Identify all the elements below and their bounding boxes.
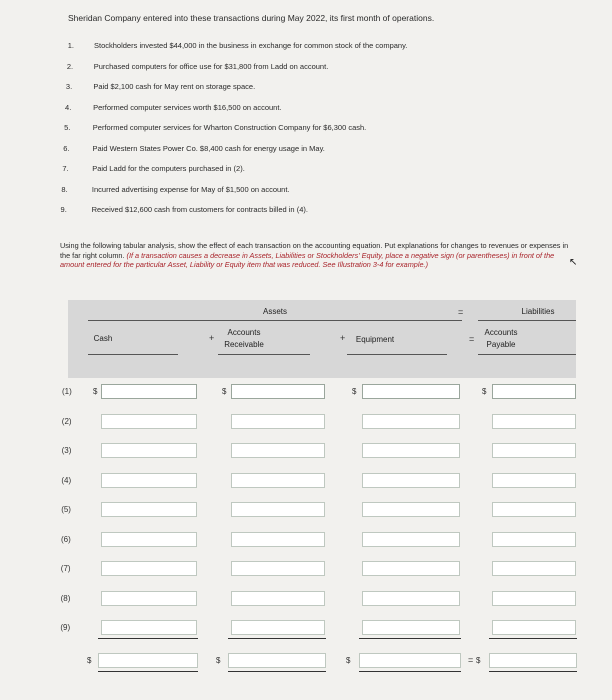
total-currency-sign: $ bbox=[87, 656, 92, 665]
instructions-text: Using the following tabular analysis, show the effect of each transaction on the accounting equation. Put explanations for changes to revenues or expenses in the far right column. bbox=[60, 241, 569, 260]
accounts-receivable-input[interactable] bbox=[231, 532, 325, 547]
accounts-receivable-total-input[interactable] bbox=[228, 653, 326, 668]
accounts-receivable-input[interactable] bbox=[231, 443, 325, 458]
table-header bbox=[68, 300, 576, 378]
transaction-text: Performed computer services for Wharton Construction Company for $6,300 cash. bbox=[92, 123, 367, 132]
subtotal-rule bbox=[359, 638, 461, 639]
row-label: (2) bbox=[61, 417, 72, 426]
equipment-column-header: Equipment bbox=[355, 335, 395, 344]
transaction-text: Purchased computers for office use for $31,800 from Ladd on account. bbox=[93, 62, 329, 71]
equipment-input[interactable] bbox=[362, 414, 460, 429]
currency-sign: $ bbox=[222, 387, 227, 396]
accounts-payable-input[interactable] bbox=[492, 414, 576, 429]
accounts-payable-input[interactable] bbox=[492, 384, 576, 399]
cash-input[interactable] bbox=[101, 384, 197, 399]
equipment-input[interactable] bbox=[362, 532, 460, 547]
assets-header: Assets bbox=[262, 307, 287, 316]
accounts-receivable-input[interactable] bbox=[231, 591, 325, 606]
ar-header-rule bbox=[218, 354, 310, 355]
equals-sign-header: = bbox=[458, 307, 464, 317]
transaction-number: 5. bbox=[64, 123, 71, 132]
cash-input[interactable] bbox=[101, 591, 197, 606]
accounts-payable-input[interactable] bbox=[492, 473, 576, 488]
equipment-input[interactable] bbox=[362, 384, 460, 399]
cash-input[interactable] bbox=[101, 561, 197, 576]
total-equals-sign: = bbox=[468, 655, 474, 665]
accounts-receivable-input[interactable] bbox=[231, 384, 325, 399]
row-label: (4) bbox=[61, 476, 72, 485]
accounts-receivable-input[interactable] bbox=[231, 414, 325, 429]
liabilities-header: Liabilities bbox=[521, 307, 555, 316]
transaction-text: Paid Ladd for the computers purchased in (2). bbox=[92, 164, 245, 173]
total-double-rule bbox=[359, 671, 461, 672]
ap-column-header-line2: Payable bbox=[486, 340, 516, 349]
accounts-payable-input[interactable] bbox=[492, 532, 576, 547]
cash-input[interactable] bbox=[101, 532, 197, 547]
subtotal-rule bbox=[489, 638, 577, 639]
transaction-number: 6. bbox=[63, 144, 70, 153]
transaction-number: 9. bbox=[60, 205, 67, 214]
equipment-total-input[interactable] bbox=[359, 653, 461, 668]
row-label: (5) bbox=[61, 505, 71, 514]
transaction-number: 4. bbox=[65, 103, 72, 112]
ap-header-rule bbox=[478, 354, 576, 355]
accounts-payable-input[interactable] bbox=[492, 620, 576, 635]
total-double-rule bbox=[98, 671, 198, 672]
instructions-emphasis: (If a transaction causes a decrease in Assets, Liabilities or Stockholders' Equity, place a negative sign (or parentheses) in front of the amount entered for the particular Asset, Liability or Equity item that was reduced. See Illustration 3-4 for example.) bbox=[60, 250, 555, 270]
currency-sign: $ bbox=[482, 387, 487, 396]
accounts-receivable-input[interactable] bbox=[231, 473, 325, 488]
ar-column-header-line2: Receivable bbox=[224, 340, 264, 349]
problem-intro: Sheridan Company entered into these transactions during May 2022, its first month of operations. bbox=[68, 13, 435, 23]
equipment-input[interactable] bbox=[362, 502, 460, 517]
accounts-receivable-input[interactable] bbox=[231, 502, 325, 517]
transaction-text: Performed computer services worth $16,500 on account. bbox=[93, 103, 282, 112]
accounts-payable-input[interactable] bbox=[492, 443, 576, 458]
equipment-input[interactable] bbox=[362, 473, 460, 488]
transaction-text: Incurred advertising expense for May of $1,500 on account. bbox=[91, 185, 290, 194]
accounts-payable-input[interactable] bbox=[492, 561, 576, 576]
row-label: (8) bbox=[60, 594, 71, 603]
currency-sign: $ bbox=[93, 387, 98, 396]
transaction-text: Paid $2,100 cash for May rent on storage space. bbox=[93, 82, 256, 91]
cash-input[interactable] bbox=[101, 620, 197, 635]
transaction-text: Stockholders invested $44,000 in the business in exchange for common stock of the company. bbox=[94, 41, 408, 50]
transaction-number: 1. bbox=[67, 41, 74, 50]
equipment-input[interactable] bbox=[362, 620, 460, 635]
accounts-receivable-input[interactable] bbox=[231, 561, 325, 576]
total-currency-sign: $ bbox=[476, 656, 481, 665]
liabilities-underline bbox=[478, 320, 576, 321]
equipment-input[interactable] bbox=[362, 561, 460, 576]
equipment-input[interactable] bbox=[362, 443, 460, 458]
ar-column-header-line1: Accounts bbox=[227, 328, 261, 337]
total-double-rule bbox=[228, 671, 326, 672]
row-label: (3) bbox=[61, 446, 72, 455]
total-currency-sign: $ bbox=[216, 656, 221, 665]
accounts-payable-input[interactable] bbox=[492, 591, 576, 606]
cash-header-rule bbox=[88, 354, 178, 355]
currency-sign: $ bbox=[352, 387, 357, 396]
transaction-number: 7. bbox=[62, 164, 69, 173]
ap-column-header-line1: Accounts bbox=[484, 328, 518, 337]
subtotal-rule bbox=[98, 638, 198, 639]
accounts-payable-input[interactable] bbox=[492, 502, 576, 517]
cash-input[interactable] bbox=[101, 414, 197, 429]
mouse-cursor-icon: ↖ bbox=[569, 257, 578, 268]
total-double-rule bbox=[489, 671, 577, 672]
row-label: (1) bbox=[62, 387, 72, 396]
transaction-text: Received $12,600 cash from customers for contracts billed in (4). bbox=[91, 205, 308, 214]
cash-input[interactable] bbox=[101, 443, 197, 458]
transaction-number: 3. bbox=[65, 82, 73, 91]
row-label: (7) bbox=[60, 564, 71, 573]
row-label: (9) bbox=[60, 623, 71, 632]
instructions bbox=[60, 241, 570, 270]
cash-input[interactable] bbox=[101, 473, 197, 488]
total-currency-sign: $ bbox=[346, 656, 351, 665]
cash-total-input[interactable] bbox=[98, 653, 198, 668]
cash-input[interactable] bbox=[101, 502, 197, 517]
cash-column-header: Cash bbox=[93, 334, 113, 343]
plus-sign-2: + bbox=[340, 333, 346, 343]
assets-underline bbox=[88, 320, 462, 321]
accounts-payable-total-input[interactable] bbox=[489, 653, 577, 668]
equipment-input[interactable] bbox=[362, 591, 460, 606]
accounts-receivable-input[interactable] bbox=[231, 620, 325, 635]
plus-sign-1: + bbox=[209, 333, 215, 343]
transaction-number: 8. bbox=[61, 185, 68, 194]
row-label: (6) bbox=[61, 535, 71, 544]
transaction-text: Paid Western States Power Co. $8,400 cash for energy usage in May. bbox=[92, 144, 325, 153]
subtotal-rule bbox=[228, 638, 326, 639]
equipment-header-rule bbox=[347, 354, 447, 355]
transaction-number: 2. bbox=[66, 62, 74, 71]
equals-sign: = bbox=[469, 334, 475, 344]
